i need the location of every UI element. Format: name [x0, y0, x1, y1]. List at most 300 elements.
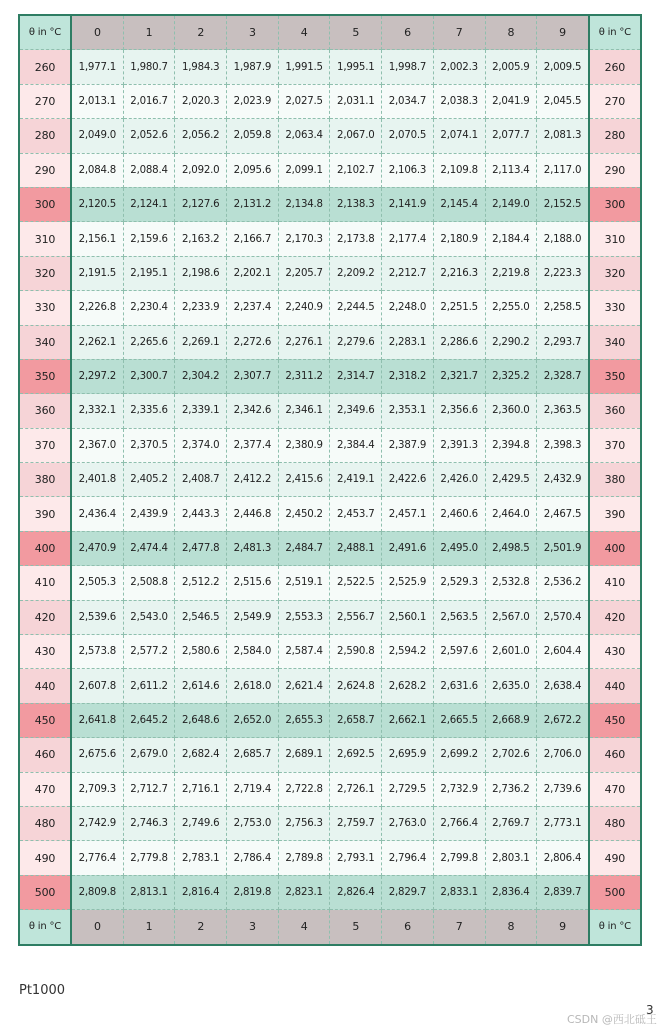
resistance-cell: 2,349.6: [330, 394, 382, 428]
resistance-cell: 2,470.9: [71, 531, 123, 565]
column-header-9: 9: [537, 910, 589, 945]
resistance-cell: 2,205.7: [278, 256, 330, 290]
resistance-cell: 2,077.7: [485, 119, 537, 153]
temperature-cell-left: 470: [19, 772, 71, 806]
resistance-cell: 2,276.1: [278, 325, 330, 359]
resistance-cell: 2,543.0: [123, 600, 175, 634]
temperature-cell-left: 460: [19, 738, 71, 772]
resistance-cell: 2,120.5: [71, 187, 123, 221]
resistance-cell: 2,635.0: [485, 669, 537, 703]
resistance-cell: 2,679.0: [123, 738, 175, 772]
temperature-cell-right: 440: [589, 669, 641, 703]
temperature-cell-right: 480: [589, 806, 641, 840]
column-header-1: 1: [123, 15, 175, 50]
resistance-cell: 2,384.4: [330, 428, 382, 462]
temperature-cell-right: 290: [589, 153, 641, 187]
resistance-cell: 2,766.4: [433, 806, 485, 840]
resistance-cell: 2,346.1: [278, 394, 330, 428]
resistance-cell: 2,457.1: [382, 497, 434, 531]
header-label-left: θ in °C: [19, 15, 71, 50]
resistance-cell: 2,682.4: [175, 738, 227, 772]
column-header-4: 4: [278, 910, 330, 945]
resistance-cell: 2,648.6: [175, 703, 227, 737]
resistance-cell: 2,283.1: [382, 325, 434, 359]
resistance-cell: 2,102.7: [330, 153, 382, 187]
pt1000-resistance-table: [18, 14, 642, 946]
resistance-cell: 2,027.5: [278, 84, 330, 118]
temperature-cell-right: 460: [589, 738, 641, 772]
resistance-cell: 2,699.2: [433, 738, 485, 772]
resistance-cell: 2,038.3: [433, 84, 485, 118]
resistance-cell: 2,590.8: [330, 635, 382, 669]
resistance-cell: 2,177.4: [382, 222, 434, 256]
temperature-cell-left: 410: [19, 566, 71, 600]
resistance-cell: 2,474.4: [123, 531, 175, 565]
temperature-cell-right: 320: [589, 256, 641, 290]
table-row: [19, 291, 641, 325]
resistance-cell: 2,304.2: [175, 359, 227, 393]
resistance-cell: 2,813.1: [123, 875, 175, 909]
resistance-cell: 2,328.7: [537, 359, 589, 393]
header-label-left: θ in °C: [19, 910, 71, 945]
resistance-cell: 2,695.9: [382, 738, 434, 772]
temperature-cell-left: 480: [19, 806, 71, 840]
resistance-cell: 2,106.3: [382, 153, 434, 187]
resistance-cell: 2,716.1: [175, 772, 227, 806]
resistance-cell: 2,769.7: [485, 806, 537, 840]
resistance-cell: 2,237.4: [227, 291, 279, 325]
resistance-cell: 2,580.6: [175, 635, 227, 669]
column-header-3: 3: [227, 15, 279, 50]
table-row: [19, 703, 641, 737]
resistance-cell: 2,584.0: [227, 635, 279, 669]
resistance-cell: 2,803.1: [485, 841, 537, 875]
resistance-cell: 2,081.3: [537, 119, 589, 153]
resistance-cell: 2,628.2: [382, 669, 434, 703]
resistance-cell: 2,736.2: [485, 772, 537, 806]
table-row: [19, 428, 641, 462]
temperature-cell-left: 310: [19, 222, 71, 256]
resistance-cell: 2,191.5: [71, 256, 123, 290]
resistance-cell: 2,145.4: [433, 187, 485, 221]
resistance-cell: 2,553.3: [278, 600, 330, 634]
resistance-cell: 2,318.2: [382, 359, 434, 393]
header-label-right: θ in °C: [589, 910, 641, 945]
column-header-8: 8: [485, 910, 537, 945]
column-header-6: 6: [382, 15, 434, 50]
resistance-cell: 2,034.7: [382, 84, 434, 118]
resistance-cell: 2,759.7: [330, 806, 382, 840]
resistance-cell: 2,095.6: [227, 153, 279, 187]
temperature-cell-left: 380: [19, 463, 71, 497]
resistance-cell: 2,149.0: [485, 187, 537, 221]
resistance-cell: 2,016.7: [123, 84, 175, 118]
temperature-cell-right: 280: [589, 119, 641, 153]
resistance-cell: 2,618.0: [227, 669, 279, 703]
resistance-cell: 2,563.5: [433, 600, 485, 634]
resistance-cell: 2,138.3: [330, 187, 382, 221]
resistance-cell: 2,816.4: [175, 875, 227, 909]
temperature-cell-right: 430: [589, 635, 641, 669]
resistance-cell: 2,311.2: [278, 359, 330, 393]
resistance-cell: 2,796.4: [382, 841, 434, 875]
resistance-cell: 2,833.1: [433, 875, 485, 909]
resistance-cell: 2,529.3: [433, 566, 485, 600]
resistance-cell: 2,665.5: [433, 703, 485, 737]
temperature-cell-left: 400: [19, 531, 71, 565]
resistance-cell: 2,240.9: [278, 291, 330, 325]
resistance-cell: 2,668.9: [485, 703, 537, 737]
resistance-cell: 2,363.5: [537, 394, 589, 428]
temperature-cell-right: 260: [589, 50, 641, 84]
resistance-cell: 2,573.8: [71, 635, 123, 669]
resistance-cell: 2,786.4: [227, 841, 279, 875]
resistance-cell: 2,367.0: [71, 428, 123, 462]
resistance-cell: 2,692.5: [330, 738, 382, 772]
resistance-cell: 2,773.1: [537, 806, 589, 840]
column-header-6: 6: [382, 910, 434, 945]
resistance-cell: 2,706.0: [537, 738, 589, 772]
resistance-cell: 2,113.4: [485, 153, 537, 187]
resistance-cell: 2,262.1: [71, 325, 123, 359]
resistance-cell: 2,512.2: [175, 566, 227, 600]
resistance-cell: 2,753.0: [227, 806, 279, 840]
resistance-cell: 2,638.4: [537, 669, 589, 703]
resistance-cell: 2,063.4: [278, 119, 330, 153]
resistance-cell: 1,984.3: [175, 50, 227, 84]
header-row-bottom: [19, 910, 641, 945]
table-row: [19, 772, 641, 806]
column-header-8: 8: [485, 15, 537, 50]
resistance-cell: 2,244.5: [330, 291, 382, 325]
resistance-cell: 2,353.1: [382, 394, 434, 428]
resistance-cell: 2,450.2: [278, 497, 330, 531]
column-header-7: 7: [433, 15, 485, 50]
resistance-cell: 2,300.7: [123, 359, 175, 393]
resistance-cell: 2,070.5: [382, 119, 434, 153]
resistance-cell: 2,739.6: [537, 772, 589, 806]
column-header-5: 5: [330, 910, 382, 945]
header-row-top: [19, 15, 641, 50]
table-row: [19, 531, 641, 565]
resistance-cell: 2,117.0: [537, 153, 589, 187]
resistance-cell: 2,453.7: [330, 497, 382, 531]
temperature-cell-right: 370: [589, 428, 641, 462]
resistance-cell: 2,501.9: [537, 531, 589, 565]
resistance-cell: 2,387.9: [382, 428, 434, 462]
resistance-cell: 2,536.2: [537, 566, 589, 600]
resistance-cell: 2,439.9: [123, 497, 175, 531]
temperature-cell-right: 500: [589, 875, 641, 909]
temperature-cell-right: 400: [589, 531, 641, 565]
resistance-cell: 2,429.5: [485, 463, 537, 497]
resistance-cell: 2,134.8: [278, 187, 330, 221]
resistance-cell: 2,023.9: [227, 84, 279, 118]
column-header-1: 1: [123, 910, 175, 945]
resistance-cell: 2,709.3: [71, 772, 123, 806]
resistance-cell: 2,422.6: [382, 463, 434, 497]
resistance-cell: 2,286.6: [433, 325, 485, 359]
resistance-cell: 2,712.7: [123, 772, 175, 806]
resistance-cell: 2,216.3: [433, 256, 485, 290]
resistance-cell: 2,546.5: [175, 600, 227, 634]
resistance-cell: 2,505.3: [71, 566, 123, 600]
temperature-cell-left: 330: [19, 291, 71, 325]
resistance-cell: 2,624.8: [330, 669, 382, 703]
resistance-cell: 2,198.6: [175, 256, 227, 290]
resistance-cell: 2,549.9: [227, 600, 279, 634]
resistance-cell: 2,084.8: [71, 153, 123, 187]
resistance-cell: 2,067.0: [330, 119, 382, 153]
resistance-cell: 2,052.6: [123, 119, 175, 153]
resistance-cell: 2,219.8: [485, 256, 537, 290]
resistance-cell: 2,307.7: [227, 359, 279, 393]
temperature-cell-right: 420: [589, 600, 641, 634]
resistance-cell: 1,995.1: [330, 50, 382, 84]
resistance-cell: 2,127.6: [175, 187, 227, 221]
resistance-cell: 2,464.0: [485, 497, 537, 531]
resistance-cell: 2,532.8: [485, 566, 537, 600]
resistance-cell: 2,488.1: [330, 531, 382, 565]
resistance-cell: 2,020.3: [175, 84, 227, 118]
resistance-cell: 2,823.1: [278, 875, 330, 909]
watermark: CSDN @西北砥王: [567, 1013, 657, 1026]
resistance-cell: 2,415.6: [278, 463, 330, 497]
temperature-cell-left: 340: [19, 325, 71, 359]
table-row: [19, 669, 641, 703]
resistance-cell: 2,756.3: [278, 806, 330, 840]
temperature-cell-right: 490: [589, 841, 641, 875]
resistance-cell: 2,412.2: [227, 463, 279, 497]
resistance-cell: 2,809.8: [71, 875, 123, 909]
column-header-2: 2: [175, 910, 227, 945]
table-row: [19, 84, 641, 118]
resistance-cell: 2,265.6: [123, 325, 175, 359]
temperature-cell-left: 350: [19, 359, 71, 393]
temperature-cell-right: 330: [589, 291, 641, 325]
temperature-cell-right: 360: [589, 394, 641, 428]
resistance-cell: 2,611.2: [123, 669, 175, 703]
column-header-9: 9: [537, 15, 589, 50]
resistance-cell: 2,498.5: [485, 531, 537, 565]
resistance-cell: 2,662.1: [382, 703, 434, 737]
column-header-4: 4: [278, 15, 330, 50]
resistance-cell: 2,491.6: [382, 531, 434, 565]
resistance-cell: 2,401.8: [71, 463, 123, 497]
temperature-cell-left: 300: [19, 187, 71, 221]
resistance-cell: 2,742.9: [71, 806, 123, 840]
resistance-cell: 2,789.8: [278, 841, 330, 875]
resistance-cell: 2,293.7: [537, 325, 589, 359]
resistance-cell: 2,641.8: [71, 703, 123, 737]
temperature-cell-left: 270: [19, 84, 71, 118]
resistance-cell: 2,685.7: [227, 738, 279, 772]
resistance-cell: 2,131.2: [227, 187, 279, 221]
resistance-cell: 2,031.1: [330, 84, 382, 118]
resistance-cell: 1,987.9: [227, 50, 279, 84]
temperature-cell-right: 410: [589, 566, 641, 600]
table-row: [19, 600, 641, 634]
resistance-cell: 2,577.2: [123, 635, 175, 669]
resistance-cell: 2,819.8: [227, 875, 279, 909]
resistance-cell: 2,746.3: [123, 806, 175, 840]
resistance-cell: 2,398.3: [537, 428, 589, 462]
resistance-cell: 2,332.1: [71, 394, 123, 428]
resistance-cell: 2,839.7: [537, 875, 589, 909]
resistance-cell: 2,141.9: [382, 187, 434, 221]
resistance-cell: 2,481.3: [227, 531, 279, 565]
resistance-cell: 2,783.1: [175, 841, 227, 875]
resistance-cell: 2,587.4: [278, 635, 330, 669]
resistance-cell: 2,314.7: [330, 359, 382, 393]
resistance-cell: 2,269.1: [175, 325, 227, 359]
resistance-cell: 2,195.1: [123, 256, 175, 290]
resistance-cell: 2,370.5: [123, 428, 175, 462]
resistance-cell: 2,339.1: [175, 394, 227, 428]
column-header-7: 7: [433, 910, 485, 945]
resistance-cell: 1,991.5: [278, 50, 330, 84]
table-row: [19, 394, 641, 428]
temperature-cell-left: 320: [19, 256, 71, 290]
resistance-cell: 2,360.0: [485, 394, 537, 428]
resistance-cell: 2,477.8: [175, 531, 227, 565]
resistance-cell: 2,829.7: [382, 875, 434, 909]
resistance-cell: 2,184.4: [485, 222, 537, 256]
resistance-cell: 2,836.4: [485, 875, 537, 909]
resistance-cell: 2,519.1: [278, 566, 330, 600]
resistance-cell: 2,394.8: [485, 428, 537, 462]
resistance-cell: 2,467.5: [537, 497, 589, 531]
temperature-cell-left: 360: [19, 394, 71, 428]
resistance-cell: 1,998.7: [382, 50, 434, 84]
resistance-cell: 2,722.8: [278, 772, 330, 806]
resistance-cell: 2,443.3: [175, 497, 227, 531]
resistance-cell: 2,567.0: [485, 600, 537, 634]
resistance-cell: 2,689.1: [278, 738, 330, 772]
resistance-cell: 2,652.0: [227, 703, 279, 737]
resistance-cell: 2,170.3: [278, 222, 330, 256]
resistance-cell: 2,432.9: [537, 463, 589, 497]
table-row: [19, 50, 641, 84]
resistance-cell: 2,248.0: [382, 291, 434, 325]
resistance-cell: 2,045.5: [537, 84, 589, 118]
resistance-cell: 2,719.4: [227, 772, 279, 806]
resistance-cell: 2,570.4: [537, 600, 589, 634]
table-row: [19, 463, 641, 497]
table-row: [19, 119, 641, 153]
resistance-cell: 2,074.1: [433, 119, 485, 153]
resistance-cell: 2,604.4: [537, 635, 589, 669]
temperature-cell-left: 430: [19, 635, 71, 669]
resistance-cell: 2,209.2: [330, 256, 382, 290]
resistance-cell: 2,597.6: [433, 635, 485, 669]
resistance-cell: 2,335.6: [123, 394, 175, 428]
resistance-cell: 2,223.3: [537, 256, 589, 290]
resistance-cell: 2,763.0: [382, 806, 434, 840]
resistance-cell: 2,013.1: [71, 84, 123, 118]
resistance-cell: 2,508.8: [123, 566, 175, 600]
column-header-0: 0: [71, 15, 123, 50]
resistance-cell: 2,594.2: [382, 635, 434, 669]
resistance-cell: 2,188.0: [537, 222, 589, 256]
resistance-cell: 2,255.0: [485, 291, 537, 325]
table-row: [19, 875, 641, 909]
resistance-cell: 2,325.2: [485, 359, 537, 393]
resistance-cell: 2,226.8: [71, 291, 123, 325]
resistance-cell: 2,297.2: [71, 359, 123, 393]
temperature-cell-left: 490: [19, 841, 71, 875]
resistance-cell: 2,041.9: [485, 84, 537, 118]
temperature-cell-right: 390: [589, 497, 641, 531]
resistance-cell: 2,059.8: [227, 119, 279, 153]
temperature-cell-right: 310: [589, 222, 641, 256]
resistance-cell: 2,515.6: [227, 566, 279, 600]
resistance-cell: 2,436.4: [71, 497, 123, 531]
resistance-cell: 2,272.6: [227, 325, 279, 359]
temperature-cell-right: 270: [589, 84, 641, 118]
resistance-cell: 2,092.0: [175, 153, 227, 187]
resistance-cell: 2,180.9: [433, 222, 485, 256]
table-row: [19, 153, 641, 187]
resistance-cell: 2,749.6: [175, 806, 227, 840]
resistance-cell: 2,776.4: [71, 841, 123, 875]
resistance-cell: 2,806.4: [537, 841, 589, 875]
resistance-cell: 1,977.1: [71, 50, 123, 84]
resistance-cell: 2,163.2: [175, 222, 227, 256]
resistance-cell: 2,408.7: [175, 463, 227, 497]
table-row: [19, 738, 641, 772]
resistance-cell: 2,380.9: [278, 428, 330, 462]
resistance-cell: 2,173.8: [330, 222, 382, 256]
temperature-cell-left: 450: [19, 703, 71, 737]
resistance-cell: 2,645.2: [123, 703, 175, 737]
resistance-cell: 2,601.0: [485, 635, 537, 669]
resistance-cell: 2,522.5: [330, 566, 382, 600]
resistance-cell: 2,484.7: [278, 531, 330, 565]
temperature-cell-right: 450: [589, 703, 641, 737]
table-row: [19, 497, 641, 531]
temperature-cell-left: 290: [19, 153, 71, 187]
resistance-cell: 2,702.6: [485, 738, 537, 772]
resistance-cell: 2,607.8: [71, 669, 123, 703]
resistance-cell: 2,099.1: [278, 153, 330, 187]
resistance-cell: 2,614.6: [175, 669, 227, 703]
resistance-cell: 2,251.5: [433, 291, 485, 325]
resistance-cell: 2,658.7: [330, 703, 382, 737]
column-header-0: 0: [71, 910, 123, 945]
table-row: [19, 187, 641, 221]
resistance-cell: 2,202.1: [227, 256, 279, 290]
resistance-cell: 2,460.6: [433, 497, 485, 531]
resistance-cell: 2,374.0: [175, 428, 227, 462]
table-row: [19, 566, 641, 600]
table-row: [19, 806, 641, 840]
resistance-cell: 2,560.1: [382, 600, 434, 634]
resistance-cell: 2,793.1: [330, 841, 382, 875]
resistance-cell: 2,419.1: [330, 463, 382, 497]
temperature-cell-left: 260: [19, 50, 71, 84]
temperature-cell-left: 390: [19, 497, 71, 531]
resistance-cell: 2,056.2: [175, 119, 227, 153]
resistance-cell: 2,005.9: [485, 50, 537, 84]
resistance-cell: 2,525.9: [382, 566, 434, 600]
column-header-3: 3: [227, 910, 279, 945]
resistance-cell: 2,166.7: [227, 222, 279, 256]
resistance-cell: 2,539.6: [71, 600, 123, 634]
resistance-cell: 2,621.4: [278, 669, 330, 703]
table-row: [19, 635, 641, 669]
resistance-cell: 2,290.2: [485, 325, 537, 359]
